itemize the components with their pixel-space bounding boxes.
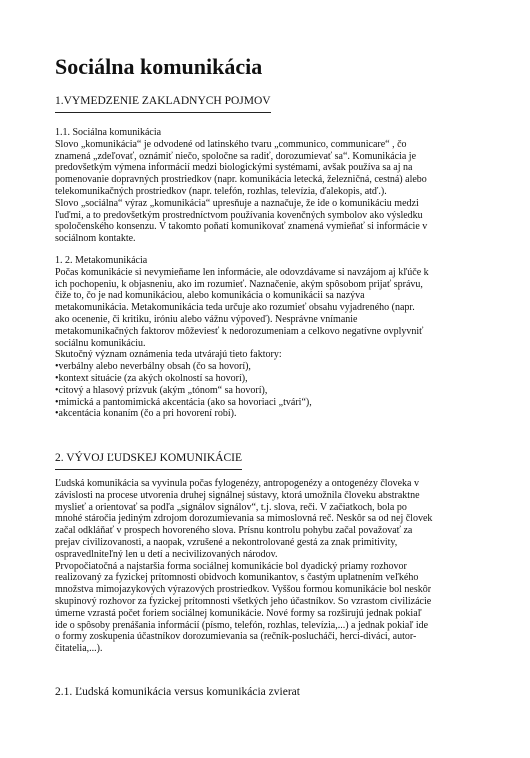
page-title: Sociálna komunikácia — [55, 54, 263, 79]
text-line: Skutočný význam oznámenia teda utvárajú tieto faktory: — [55, 349, 282, 361]
text-line: realizovaný za fyzickej prítomnosti obidvoch komunikantov, s častým uplatnením veľkého — [55, 572, 419, 584]
text-line: o formy zoskupenia účastníkov dorozumievania sa (rečník-poslucháči, herci-diváci, autor- — [55, 631, 417, 643]
text-line: ospravedlniteľný len u detí a necivilizovaných národov. — [55, 548, 278, 560]
text-line: ľuďmi, a to predovšetkým prostredníctvom používania kovenčných symbolov ako výsledku — [55, 209, 423, 221]
text-line: 1. 2. Metakomunikácia — [55, 255, 148, 266]
text-line: znamená „zdeľovať, oznámiť niečo, spoločne sa radiť, dorozumievať sa“. Komunikácia je — [55, 150, 417, 162]
section-1-1-paragraph — [55, 127, 495, 245]
text-line: Ľudská komunikácia sa vyvinula počas fylogenézy, antropogenézy a ontogenézy človeka v — [55, 478, 419, 489]
section-heading-2: 2. VÝVOJ ĽUDSKEJ KOMUNIKÁCIE — [55, 451, 242, 470]
section-heading-2-1: 2.1. Ľudská komunikácia versus komunikácia zvierat — [55, 686, 300, 698]
text-line: Slovo „komunikácia“ je odvodené od latinského tvaru „communico, communicare“ , čo — [55, 138, 407, 150]
text-line: •akcentácia konaním (čo a pri hovorení robí). — [55, 408, 237, 420]
text-line: závislosti na procese utvorenia druhej signálnej sústavy, ktorá umožnila človeku abstraktne — [55, 489, 420, 501]
text-line: úmerne vzrastá počet foriem sociálnej komunikácie. Nové formy sa rozširujú jednak pokiaľ — [55, 607, 422, 619]
text-line: skupinový rozhovor za fyzickej prítomnosti všetkých jeho účastníkov. So vzrastom civilizácie — [55, 595, 432, 607]
text-line: telekomunikačných prostriedkov (napr. telefón, rozhlas, televízia, ďalekopis, atď.). — [55, 185, 387, 197]
text-line: Počas komunikácie si nevymieňame len informácie, ale odovzdávame si navzájom aj kľúče k — [55, 266, 429, 278]
text-line: •citový a hlasový prízvuk (akým „tónom“ sa hovorí), — [55, 384, 268, 396]
text-line: sociálnu komunikáciu. — [55, 337, 146, 349]
text-line: čiže to, čo je nad komunikáciou, alebo komunikácia o komunikácii sa nazýva — [55, 290, 365, 302]
text-line: Slovo „sociálna“ výraz „komunikácia“ upresňuje a naznačuje, že ide o komunikáciu medzi — [55, 197, 419, 209]
text-line: •verbálny alebo neverbálny obsah (čo sa hovorí), — [55, 361, 251, 373]
section-2-paragraph — [55, 478, 495, 655]
text-line: prejav civilizovanosti, a naopak, vzrušené a nekontrolované gestá za znak primitivity, — [55, 536, 398, 548]
text-line: predovšetkým výmena informácií medzi biologickými systémami, avšak používa sa aj na — [55, 162, 413, 174]
text-line: ich pochopeniu, k objasneniu, ako im rozumieť. Naznačenie, akým spôsobom prijať správu, — [55, 278, 423, 290]
text-line: pomenovanie dopravných prostriedkov (napr. komunikácia letecká, železničná, cestná) alebo — [55, 174, 427, 186]
text-line: množstva mimojazykových výrazových prostriedkov. Vyššou formou komunikácie bol neskôr — [55, 584, 432, 596]
text-line: •mimická a pantomimická akcentácia (ako sa hovoriaci „tvári“), — [55, 396, 312, 408]
text-line: 1.1. Sociálna komunikácia — [55, 127, 162, 138]
text-line: •kontext situácie (za akých okolností sa hovorí), — [55, 372, 248, 384]
section-1-2-paragraph — [55, 255, 495, 420]
text-line: sociálnom kontakte. — [55, 233, 136, 245]
text-line: ako ocenenie, či kritiku, iróniu alebo vážnu výpoveď). Nesprávne vnímanie — [55, 313, 358, 325]
text-line: začal odkláňať v prospech hovoreného slova. Prísnu kontrolu pohybu začal považovať za — [55, 525, 413, 537]
section-heading-1: 1.VYMEDZENIE ZAKLADNYCH POJMOV — [55, 94, 271, 113]
text-line: myslieť a orientovať sa podľa „signálov signálov“, t.j. slova, reči. V začiatkoch, bola po — [55, 501, 407, 513]
text-line: metakomunikácia. Metakomunikácia teda určuje ako rozumieť obsahu vyjadreného (napr. — [55, 302, 415, 314]
text-line: čitatelia,...). — [55, 643, 103, 655]
text-line: ide o spôsoby prenášania informácií (písmo, telefón, rozhlas, televízia,...) a jednak pokiaľ ide — [55, 619, 429, 631]
text-line: spoločenského konsenzu. V takomto poňatí komunikovať znamená vymieňať si informácie v — [55, 221, 428, 233]
text-line: metakomunikačných faktorov môževiesť k nedorozumeniam a celkovo negatívne ovplyvniť — [55, 325, 424, 337]
text-line: Prvopočiatočná a najstaršia forma sociálnej komunikácie bol dyadický priamy rozhovor — [55, 560, 407, 572]
text-line: mnohé stáročia jediným zdrojom dorozumievania sa mimoslovná reč. Neskôr sa od nej človek — [55, 513, 433, 525]
